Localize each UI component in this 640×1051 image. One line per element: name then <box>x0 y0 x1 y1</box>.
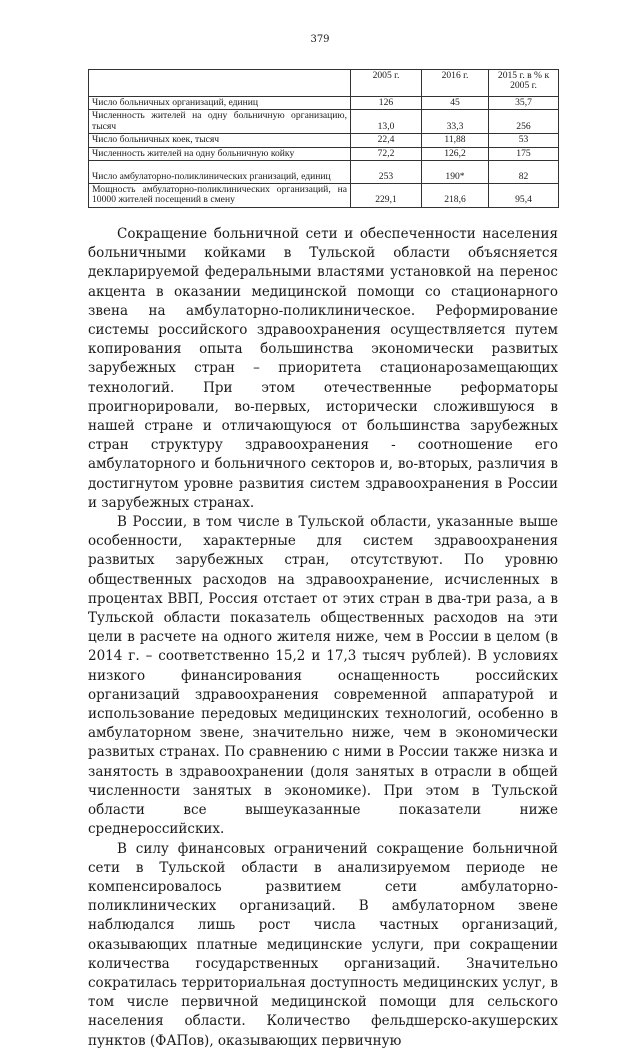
table-cell: 256 <box>489 110 559 134</box>
table-row <box>89 147 559 160</box>
table-cell: 82 <box>489 161 559 184</box>
table-cell: 13,0 <box>351 110 422 134</box>
table-row-label: Численность жителей на одну больничную койку <box>89 147 351 160</box>
table-row <box>89 134 559 147</box>
page-number: 379 <box>310 34 330 45</box>
table-row-label: Число больничных организаций, единиц <box>89 97 351 110</box>
table-row-label: Число больничных коек, тысяч <box>89 134 351 147</box>
table-header-2005: 2005 г. <box>351 70 422 97</box>
table-header-row <box>89 70 559 97</box>
table-header-label <box>89 70 351 97</box>
table-cell: 253 <box>351 161 422 184</box>
table-cell: 11,88 <box>422 134 489 147</box>
table-cell: 95,4 <box>489 184 559 208</box>
table-row <box>89 161 559 184</box>
table-cell: 229,1 <box>351 184 422 208</box>
table-cell: 218,6 <box>422 184 489 208</box>
table-cell: 35,7 <box>489 97 559 110</box>
body-text <box>88 225 558 1051</box>
table-row <box>89 97 559 110</box>
table-row-label: Численность жителей на одну больничную организацию, тысяч <box>89 110 351 134</box>
statistics-table <box>88 69 559 208</box>
table-cell: 22,4 <box>351 134 422 147</box>
table-cell: 72,2 <box>351 147 422 160</box>
paragraph: Сокращение больничной сети и обеспеченности населения больничными койками в Тульской области объясняется декларируемой федеральными властями установкой на перенос акцента в оказании медицинской помощи со стационарного звена на амбулаторно-поликлиническое. Реформирование системы российского здравоохранения осуществляется путем копирования опыта большинства экономически развитых зарубежных стран – приоритета стационарозамещающих технологий. При этом отечественные реформаторы проигнорировали, во-первых, исторически сложившуюся в нашей стране и отличающуюся от большинства зарубежных стран структуру здравоохранения - соотношение его амбулаторного и больничного секторов и, во-вторых, различия в достигнутом уровне развития систем здравоохранения в России и зарубежных странах. <box>88 226 558 511</box>
table-cell: 33,3 <box>422 110 489 134</box>
table-row <box>89 110 559 134</box>
table-cell: 190* <box>422 161 489 184</box>
table-header-percent: 2015 г. в % к 2005 г. <box>489 70 559 97</box>
table-cell: 126 <box>351 97 422 110</box>
paragraph: В силу финансовых ограничений сокращение больничной сети в Тульской области в анализируемом периоде не компенсировалось развитием сети амбулаторно-поликлинических организаций. В амбулаторном звене наблюдался лишь рост числа частных организаций, оказывающих платные медицинские услуги, при сокращении количества государственных организаций. Значительно сократилась территориальная доступность медицинских услуг, в том числе первичной медицинской помощи для сельского населения области. Количество фельдшерско-акушерских пунктов (ФАПов), оказывающих первичную <box>88 840 558 1049</box>
table-row <box>89 184 559 208</box>
paragraph: В России, в том числе в Тульской области, указанные выше особенности, характерные для систем здравоохранения развитых зарубежных стран, отсутствуют. По уровню общественных расходов на здравоохранение, исчисленных в процентах ВВП, Россия отстает от этих стран в два-три раза, а в Тульской области показатель общественных расходов на эти цели в расчете на одного жителя ниже, чем в России в целом (в 2014 г. – соответственно 15,2 и 17,3 тысяч рублей). В условиях низкого финансирования оснащенность российских организаций здравоохранения современной аппаратурой и использование передовых медицинских технологий, особенно в амбулаторном звене, значительно ниже, чем в экономически развитых странах. По сравнению с ними в России также низка и занятость в здравоохранении (доля занятых в отрасли в общей численности занятых в экономике). При этом в Тульской области все вышеуказанные показатели ниже среднероссийских. <box>88 514 558 838</box>
table-cell: 175 <box>489 147 559 160</box>
table-cell: 45 <box>422 97 489 110</box>
table-row-label: Число амбулаторно-поликлинических рганизаций, единиц <box>89 161 351 184</box>
table-header-2016: 2016 г. <box>422 70 489 97</box>
table-cell: 126,2 <box>422 147 489 160</box>
table-cell: 53 <box>489 134 559 147</box>
table-row-label: Мощность амбулаторно-поликлинических организаций, на 10000 жителей посещений в смену <box>89 184 351 208</box>
